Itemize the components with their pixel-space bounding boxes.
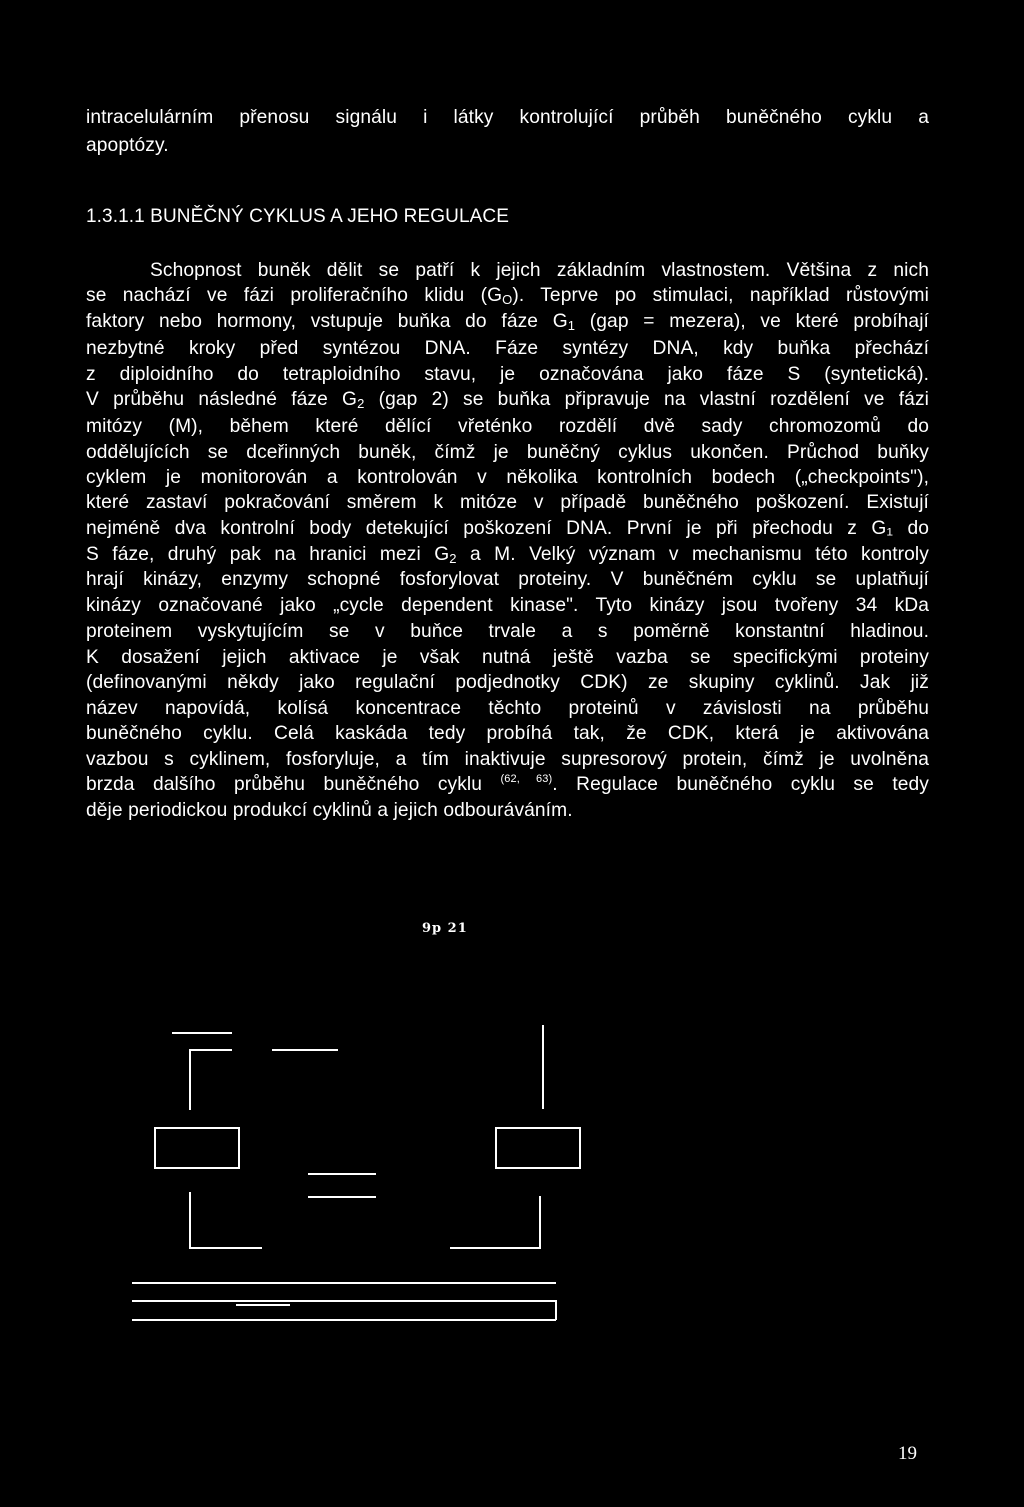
paragraph-line: brzda dalšího průběhu buněčného cyklu $^{(62, 63)}$. Regulace buněčného cyklu se tedy [86,773,929,795]
paragraph-line: oddělujících se dceřinných buněk, čímž je buněčný cyklus ukončen. Průchod buňky [86,442,929,463]
paragraph-line: nejméně dva kontrolní body detekující poškození DNA. První je při přechodu z G₁ do [86,518,929,539]
paragraph-line: Schopnost buněk dělit se patří k jejich základním vlastnostem. Většina z nich [150,260,929,281]
paragraph-line: název napovídá, kolísá koncentrace těchto proteinů v závislosti na průběhu [86,698,929,719]
paragraph-line: hrají kinázy, enzymy schopné fosforylovat proteiny. V buněčném cyklu se uplatňují [86,569,929,590]
paragraph-line: faktory nebo hormony, vstupuje buňka do fáze $G_1$ (gap = mezera), ve které probíhají [86,311,929,333]
figure-mark: 9p 21 [422,921,468,936]
intro-line-1: intracelulárním přenosu signálu i látky kontrolující průběh buněčného cyklu a [86,107,929,128]
paragraph-line: S fáze, druhý pak na hranici mezi $G_2$ a M. Velký význam v mechanismu této kontroly [86,544,929,566]
paragraph-line: cyklem je monitorován a kontrolován v několika kontrolních bodech („checkpoints"), [86,467,929,488]
paragraph-line: buněčného cyklu. Celá kaskáda tedy probíhá tak, že CDK, která je aktivována [86,723,929,744]
paragraph-line: které zastaví pokračování směrem k mitóze v případě buněčného poškození. Existují [86,492,929,513]
paragraph-line: nezbytné kroky před syntézou DNA. Fáze syntézy DNA, kdy buňka přechází [86,338,929,359]
paragraph-line: vazbou s cyklinem, fosforyluje, a tím inaktivuje supresorový protein, čímž je uvolněna [86,749,929,770]
paragraph-line: (definovanými někdy jako regulační podjednotky CDK) ze skupiny cyklinů. Jak již [86,672,929,693]
paragraph-line: proteinem vyskytujícím se v buňce trvale a s poměrně konstantní hladinou. [86,621,929,642]
paragraph-line: děje periodickou produkcí cyklinů a jejich odbouráváním. [86,800,573,821]
paragraph-line: kinázy označované jako „cycle dependent kinase". Tyto kinázy jsou tvořeny 34 kDa [86,595,929,616]
paragraph-line: z diploidního do tetraploidního stavu, je označována jako fáze S (syntetická). [86,364,929,385]
paragraph-line: se nachází ve fázi proliferačního klidu $(G_O)$. Teprve po stimulaci, například růstovými [86,285,930,307]
paragraph-line: V průběhu následné fáze $G_2$ (gap 2) se buňka připravuje na vlastní rozdělení ve fázi [86,389,929,411]
page-number: 19 [898,1443,917,1464]
paragraph-line: K dosažení jejich aktivace je však nutná ještě vazba se specifickými proteiny [86,647,929,668]
intro-line-2: apoptózy. [86,135,169,156]
paragraph-line: mitózy (M), během které dělící vřeténko rozdělí dvě sady chromozomů do [86,416,929,437]
section-heading: 1.3.1.1 BUNĚČNÝ CYKLUS A JEHO REGULACE [86,206,510,227]
